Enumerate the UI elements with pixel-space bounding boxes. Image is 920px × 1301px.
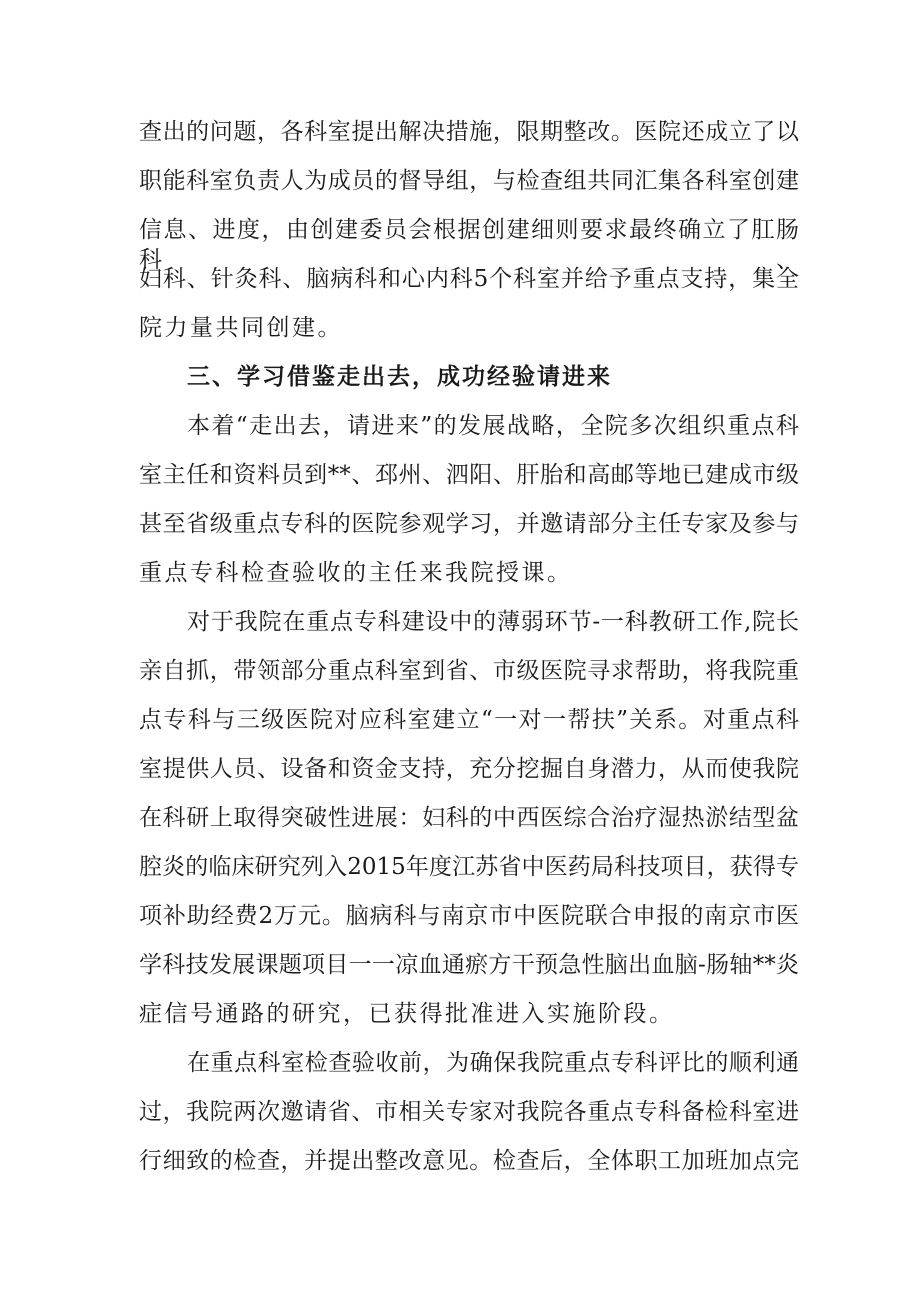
text-line: 过，我院两次邀请省、市相关专家对我院各重点专科备检科室进 (139, 1099, 799, 1125)
text-line: 室主任和资料员到**、邳州、泗阳、肝胎和高邮等地已建成市级 (139, 462, 799, 488)
text-line: 信息、进度，由创建委员会根据创建细则要求最终确立了肛肠科、 (139, 217, 799, 273)
text-line: 亲自抓，带领部分重点科室到省、市级医院寻求帮助，将我院重 (139, 658, 799, 684)
text-line: 点专科与三级医院对应科室建立“一对一帮扶”关系。对重点科 (139, 707, 799, 733)
text-line: 项补助经费2万元。脑病科与南京市中医院联合申报的南京市医 (139, 903, 799, 929)
text-line: 重点专科检查验收的主任来我院授课。 (139, 560, 573, 586)
text-line: 查出的问题，各科室提出解决措施，限期整改。医院还成立了以 (139, 119, 799, 145)
text-line: 在重点科室检查验收前，为确保我院重点专科评比的顺利通 (187, 1050, 799, 1076)
text-line: 院力量共同创建。 (139, 315, 343, 341)
text-line: 对于我院在重点专科建设中的薄弱环节-一科教研工作,院长 (187, 609, 799, 635)
text-line: 腔炎的临床研究列入2015年度江苏省中医药局科技项目，获得专 (139, 854, 799, 880)
text-line: 症信号通路的研究，已获得批准进入实施阶段。 (139, 1001, 675, 1027)
text-line: 甚至省级重点专科的医院参观学习，并邀请部分主任专家及参与 (139, 511, 799, 537)
text-line: 本着“走出去，请进来”的发展战略，全院多次组织重点科 (187, 413, 799, 439)
text-line: 在科研上取得突破性进展：妇科的中西医综合治疗湿热淤结型盆 (139, 805, 799, 831)
section-heading: 三、学习借鉴走出去，成功经验请进来 (187, 363, 612, 390)
text-line: 职能科室负责人为成员的督导组，与检查组共同汇集各科室创建 (139, 168, 799, 194)
text-line: 学科技发展课题项目一一凉血通瘀方干预急性脑出血脑-肠轴**炎 (139, 952, 799, 978)
text-line: 室提供人员、设备和资金支持，充分挖掘自身潜力，从而使我院 (139, 756, 799, 782)
text-line: 行细致的检查，并提出整改意见。检查后，全体职工加班加点完 (139, 1148, 799, 1174)
text-line: 妇科、针灸科、脑病科和心内科5个科室并给予重点支持，集全 (139, 266, 799, 292)
